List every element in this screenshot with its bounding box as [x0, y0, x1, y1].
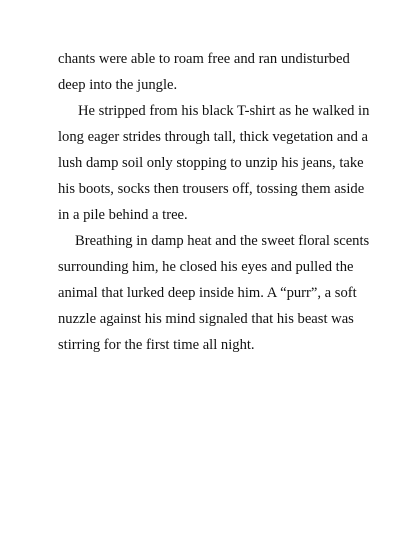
- paragraph-1: chants were able to roam free and ran undisturbed deep into the jungle.: [58, 51, 350, 93]
- body-text: [58, 46, 370, 358]
- paragraph-3: Breathing in damp heat and the sweet floral scents surrounding him, he closed his eyes and pulled the animal that lurked deep inside him. A “purr”, a soft nuzzle against his mind signaled that his beast was stirring for the first time all night.: [58, 233, 370, 353]
- paragraph-2: He stripped from his black T-shirt as he walked in long eager strides through tall, thick vegetation and a lush damp soil only stopping to unzip his jeans, take his boots, socks then trousers off, tossing them aside in a pile behind a tree.: [58, 103, 370, 223]
